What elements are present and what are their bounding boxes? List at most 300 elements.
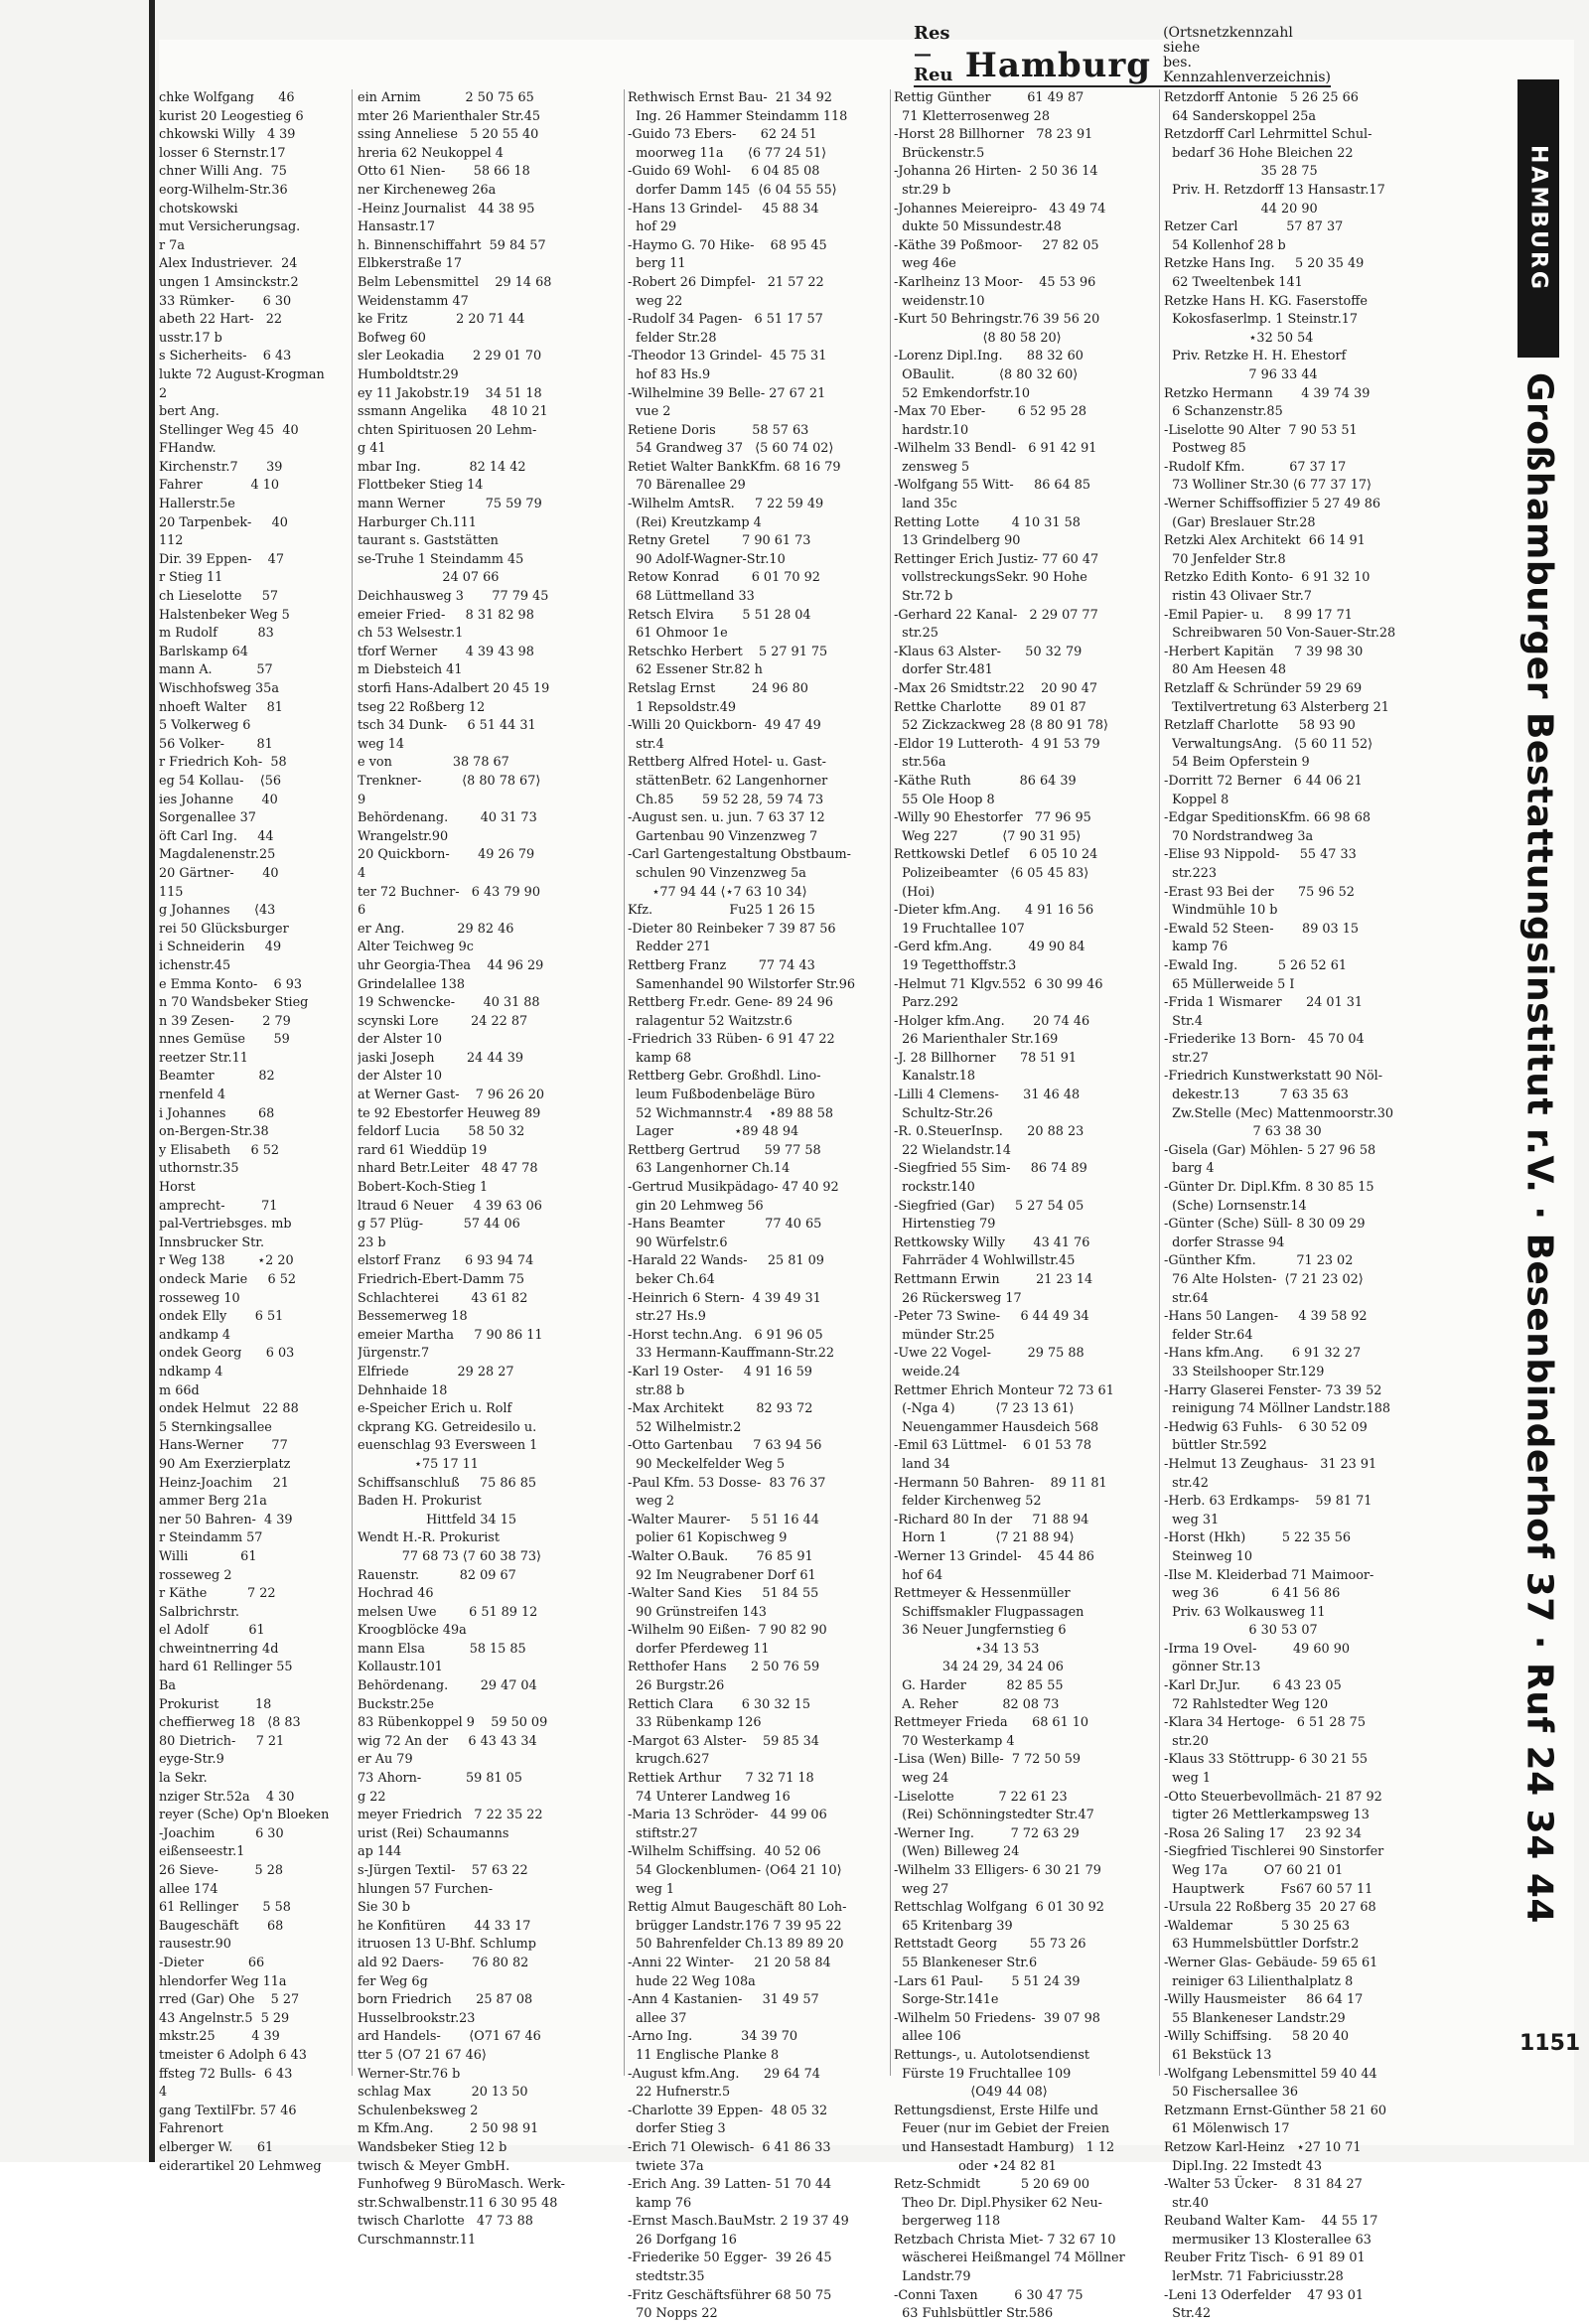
directory-entry-line: euenschlag 93 Eversween 1 xyxy=(358,1438,538,1454)
directory-entry-line: -Arno Ing. 34 39 70 xyxy=(628,2029,798,2045)
directory-entry-line: Kollaustr.101 xyxy=(358,1660,443,1675)
directory-entry-line: te 92 Ebestorfer Heuweg 89 xyxy=(358,1105,541,1121)
directory-entry-line: Deichhausweg 3 77 79 45 xyxy=(358,589,549,605)
directory-entry-line: 33 Rümker- 6 30 xyxy=(159,293,292,309)
directory-entry-line: -Rudolf Kfm. 67 37 17 xyxy=(1164,459,1347,475)
directory-entry-line: FHandw. xyxy=(159,441,217,457)
directory-entry-line: Str.42 xyxy=(1164,2306,1212,2322)
directory-entry-line: oder ⋆24 82 81 xyxy=(894,2158,1057,2174)
directory-entry-line: Reuband Walter Kam- 44 55 17 xyxy=(1164,2214,1378,2230)
directory-entry-line: 74 Unterer Landweg 16 xyxy=(628,1789,791,1805)
directory-entry-line: allee 174 xyxy=(159,1881,218,1897)
directory-entry-line: Schreibwaren 50 Von-Sauer-Str.28 xyxy=(1164,626,1396,642)
directory-entry-line: eg 54 Kollau- ⟨56 xyxy=(159,773,282,789)
directory-entry-line: g 57 Plüg- 57 44 06 xyxy=(358,1217,520,1233)
directory-entry-line: ffsteg 72 Bulls- 6 43 xyxy=(159,2066,293,2082)
directory-entry-line: 55 Ole Hoop 8 xyxy=(894,792,995,807)
directory-entry-line: 90 Meckelfelder Weg 5 xyxy=(628,1456,786,1472)
directory-entry-line: -Willi 20 Quickborn- 49 47 49 xyxy=(628,718,821,734)
directory-entry-line: -Richard 80 In der 71 88 94 xyxy=(894,1512,1089,1527)
directory-entry-line: -Hermann 50 Bahren- 89 11 81 xyxy=(894,1475,1107,1491)
directory-entry-line: elstorf Franz 6 93 94 74 xyxy=(358,1253,534,1269)
directory-entry-line: Alex Industriever. 24 xyxy=(159,256,298,272)
directory-entry-line: melsen Uwe 6 51 89 12 xyxy=(358,1604,538,1620)
directory-entry-line: 26 Marienthaler Str.169 xyxy=(894,1032,1059,1048)
directory-entry-line: kamp 76 xyxy=(628,2195,692,2211)
directory-entry-line: allee 106 xyxy=(894,2029,961,2045)
directory-entry-line: -Helmut 13 Zeughaus- 31 23 91 xyxy=(1164,1456,1377,1472)
directory-entry-line: 13 Grindelberg 90 xyxy=(894,533,1021,549)
directory-entry-line: ungen 1 Amsinckstr.2 xyxy=(159,274,299,290)
directory-entry-line: ke Fritz 2 20 71 44 xyxy=(358,312,525,328)
directory-entry-line: krugch.627 xyxy=(628,1752,710,1768)
directory-entry-line: Weg 227 ⟨7 90 31 95⟩ xyxy=(894,828,1082,844)
directory-entry-line: der Alster 10 xyxy=(358,1069,443,1085)
directory-entry-line: hlendorfer Weg 11a xyxy=(159,1973,287,1989)
directory-entry-line: Husselbrookstr.23 xyxy=(358,2010,476,2026)
directory-entry-line: Retiene Doris 58 57 63 xyxy=(628,422,809,438)
directory-entry-line: Ba xyxy=(159,1678,177,1694)
directory-entry-line: scynski Lore 24 22 87 xyxy=(358,1013,528,1029)
directory-entry-line: Schiffsmakler Flugpassagen xyxy=(894,1604,1084,1620)
directory-entry-line: ondeck Marie 6 52 xyxy=(159,1272,297,1287)
directory-entry-line: felder Str.64 xyxy=(1164,1327,1253,1343)
directory-entry-line: 70 Bärenallee 29 xyxy=(628,478,746,494)
directory-entry-line: -Hans 50 Langen- 4 39 58 92 xyxy=(1164,1309,1368,1325)
directory-entry-line: fer Weg 6g xyxy=(358,1973,428,1989)
directory-entry-line: Retzlaff Charlotte 58 93 90 xyxy=(1164,718,1356,734)
directory-entry-line: 33 Hermann-Kauffmann-Str.22 xyxy=(628,1346,834,1362)
directory-entry-line: weg 22 xyxy=(628,293,683,309)
directory-entry-line: amprecht- 71 xyxy=(159,1198,278,1214)
directory-entry-line: 90 Würfelstr.6 xyxy=(628,1235,728,1250)
directory-entry-line: Brückenstr.5 xyxy=(894,145,985,161)
directory-entry-line: Rettberg Gebr. Großhdl. Lino- xyxy=(628,1069,821,1085)
directory-entry-line: -Helmut 71 Klgv.552 6 30 99 46 xyxy=(894,976,1103,992)
directory-entry-line: Hittfeld 34 15 xyxy=(358,1512,516,1527)
directory-entry-line: str.27 Hs.9 xyxy=(628,1309,706,1325)
directory-entry-line: Hirtenstieg 79 xyxy=(894,1217,996,1233)
directory-entry-line: losser 6 Sternstr.17 xyxy=(159,145,286,161)
directory-entry-line: Retting Lotte 4 10 31 58 xyxy=(894,514,1081,530)
header-city: Hamburg xyxy=(964,46,1152,85)
directory-entry-line: -Willy Schiffsing. 58 20 40 xyxy=(1164,2029,1349,2045)
directory-entry-line: 20 Tarpenbek- 40 xyxy=(159,514,288,530)
directory-entry-line: Rettmeyer & Hessenmüller xyxy=(894,1586,1071,1602)
directory-entry-line: Retzko Hermann 4 39 74 39 xyxy=(1164,385,1371,401)
directory-entry-line: Rettberg Fr.edr. Gene- 89 24 96 xyxy=(628,995,833,1011)
side-advertisement-text: Großhamburger Bestattungsinstitut r.V. · Besenbinderhof 37 · Ruf 24 34 44 xyxy=(1518,372,1560,1924)
directory-entry-line: str.42 xyxy=(1164,1475,1209,1491)
directory-entry-line: gönner Str.13 xyxy=(1164,1660,1261,1675)
directory-entry-line: -Heinrich 6 Stern- 4 39 49 31 xyxy=(628,1290,821,1306)
directory-entry-line: g Johannes ⟨43 xyxy=(159,903,276,919)
directory-entry-line: n 70 Wandsbeker Stieg xyxy=(159,995,309,1011)
column-divider xyxy=(624,89,625,2076)
directory-entry-line: -Karlheinz 13 Moor- 45 53 96 xyxy=(894,274,1096,290)
directory-entry-line: Retzki Alex Architekt 66 14 91 xyxy=(1164,533,1366,549)
directory-entry-line: ies Johanne 40 xyxy=(159,792,278,807)
directory-entry-line: -Ewald 52 Steen- 89 03 15 xyxy=(1164,921,1360,937)
directory-entry-line: 73 Wolliner Str.30 ⟨6 77 37 17⟩ xyxy=(1164,478,1372,494)
directory-entry-line: Wandsbeker Stieg 12 b xyxy=(358,2139,507,2155)
directory-entry-line: str.223 xyxy=(1164,865,1218,881)
directory-entry-line: -Margot 63 Alster- 59 85 34 xyxy=(628,1733,819,1749)
directory-entry-line: 55 Blankeneser Landstr.29 xyxy=(1164,2010,1346,2026)
directory-entry-line: Retzke Hans H. KG. Faserstoffe xyxy=(1164,293,1368,309)
directory-entry-line: chten Spirituosen 20 Lehm- xyxy=(358,422,537,438)
directory-entry-line: Elfriede 29 28 27 xyxy=(358,1364,514,1380)
directory-entry-line: Fahrer 4 10 xyxy=(159,478,279,494)
directory-entry-line: -Emil 63 Lüttmel- 6 01 53 78 xyxy=(894,1438,1092,1454)
directory-entry-line: öft Carl Ing. 44 xyxy=(159,828,274,844)
directory-entry-line: andkamp 4 xyxy=(159,1327,230,1343)
directory-entry-line: on-Bergen-Str.38 xyxy=(159,1124,269,1140)
directory-entry-line: ⋆77 94 44 ⟨⋆7 63 10 34⟩ xyxy=(628,884,807,900)
directory-entry-line: -Uwe 22 Vogel- 29 75 88 xyxy=(894,1346,1084,1362)
directory-entry-line: mann Elsa 58 15 85 xyxy=(358,1641,526,1657)
directory-entry-line: Rettkowski Detlef 6 05 10 24 xyxy=(894,847,1098,863)
directory-entry-line: Hans-Werner 77 xyxy=(159,1438,288,1454)
directory-entry-line: Retzke Hans Ing. 5 20 35 49 xyxy=(1164,256,1365,272)
directory-entry-line: -Peter 73 Swine- 6 44 49 34 xyxy=(894,1309,1089,1325)
directory-entry-line: Willi 61 xyxy=(159,1548,257,1564)
directory-entry-line: Postweg 85 xyxy=(1164,441,1246,457)
directory-entry-line: -Emil Papier- u. 8 99 17 71 xyxy=(1164,607,1353,623)
directory-entry-line: Salbrichrstr. xyxy=(159,1604,239,1620)
directory-entry-line: -Dieter 66 xyxy=(159,1955,265,1970)
directory-entry-line: -Käthe Ruth 86 64 39 xyxy=(894,773,1077,789)
directory-entry-line: ndkamp 4 xyxy=(159,1364,223,1380)
directory-entry-line: Textilvertretung 63 Alsterberg 21 xyxy=(1164,699,1389,715)
directory-entry-line: Schlachterei 43 61 82 xyxy=(358,1290,528,1306)
directory-entry-line: 43 Angelnstr.5 5 29 xyxy=(159,2010,290,2026)
directory-entry-line: Priv. H. Retzdorff 13 Hansastr.17 xyxy=(1164,182,1385,198)
directory-entry-line: Bessemerweg 18 xyxy=(358,1309,468,1325)
directory-entry-line: at Werner Gast- 7 96 26 20 xyxy=(358,1088,544,1103)
directory-entry-line: str.29 b xyxy=(894,182,951,198)
directory-entry-line: 52 Emkendorfstr.10 xyxy=(894,385,1031,401)
directory-entry-line: 61 Ohmoor 1e xyxy=(628,626,728,642)
directory-entry-line: -Ewald Ing. 5 26 52 61 xyxy=(1164,957,1348,973)
directory-entry-line: 54 Beim Opferstein 9 xyxy=(1164,755,1310,771)
directory-entry-line: mbar Ing. 82 14 42 xyxy=(358,459,526,475)
directory-entry-line: -Hans 13 Grindel- 45 88 34 xyxy=(628,201,819,217)
directory-entry-line: 7 96 33 44 xyxy=(1164,366,1318,382)
directory-entry-line: schulen 90 Vinzenzweg 5a xyxy=(628,865,806,881)
directory-entry-line: (Rei) Schönningstedter Str.47 xyxy=(894,1808,1094,1823)
directory-entry-line: Rettke Charlotte 89 01 87 xyxy=(894,699,1086,715)
directory-entry-line: ssmann Angelika 48 10 21 xyxy=(358,404,548,420)
directory-entry-line: Rettig Günther 61 49 87 xyxy=(894,90,1084,105)
directory-entry-line: -Lilli 4 Clemens- 31 46 48 xyxy=(894,1088,1081,1103)
directory-entry-line: chner Willi Ang. 75 xyxy=(159,164,287,180)
directory-entry-line: 56 Volker- 81 xyxy=(159,736,273,752)
directory-entry-line: -Charlotte 39 Eppen- 48 05 32 xyxy=(628,2103,828,2118)
directory-entry-line: 71 Kletterrosenweg 28 xyxy=(894,108,1050,124)
book-gutter xyxy=(149,0,155,2162)
directory-entry-line: 22 Hufnerstr.5 xyxy=(628,2085,731,2101)
directory-entry-line: G. Harder 82 85 55 xyxy=(894,1678,1064,1694)
directory-entry-line: Hallerstr.5e xyxy=(159,497,235,512)
directory-entry-line: Friedrich-Ebert-Damm 75 xyxy=(358,1272,524,1287)
directory-entry-line: Beamter 82 xyxy=(159,1069,275,1085)
directory-entry-line: -Wilhelm Schiffsing. 40 52 06 xyxy=(628,1844,821,1860)
directory-entry-line: -Liselotte 7 22 61 23 xyxy=(894,1789,1068,1805)
directory-entry-line: -Walter 53 Ücker- 8 31 84 27 xyxy=(1164,2177,1363,2193)
directory-entry-line: m Diebsteich 41 xyxy=(358,662,463,678)
directory-entry-line: -Hedwig 63 Fuhls- 6 30 52 09 xyxy=(1164,1419,1368,1435)
directory-entry-line: g 22 xyxy=(358,1789,386,1805)
directory-entry-line: ammer Berg 21a xyxy=(159,1494,267,1510)
directory-entry-line: 54 Glockenblumen- ⟨O64 21 10⟩ xyxy=(628,1863,842,1878)
directory-entry-line: hardstr.10 xyxy=(894,422,969,438)
directory-entry-line: r Weg 138 ⋆2 20 xyxy=(159,1253,294,1269)
directory-entry-line: reyer (Sche) Op'n Bloeken xyxy=(159,1808,330,1823)
column-divider xyxy=(890,89,891,2076)
directory-entry-line: -Dorritt 72 Berner 6 44 06 21 xyxy=(1164,773,1363,789)
directory-entry-line: -Herb. 63 Erdkamps- 59 81 71 xyxy=(1164,1494,1372,1510)
directory-entry-line: Funhofweg 9 BüroMasch. Werk- xyxy=(358,2177,566,2193)
directory-entry-line: nhoeft Walter 81 xyxy=(159,699,283,715)
directory-entry-line: 63 Hummelsbüttler Dorfstr.2 xyxy=(1164,1937,1360,1953)
directory-entry-line: dekestr.13 7 63 35 63 xyxy=(1164,1088,1349,1103)
directory-entry-line: -Horst techn.Ang. 6 91 96 05 xyxy=(628,1327,823,1343)
directory-entry-line: 19 Schwencke- 40 31 88 xyxy=(358,995,540,1011)
directory-entry-line: -Wilhelm 50 Friedens- 39 07 98 xyxy=(894,2010,1100,2026)
directory-entry-line: eißenseestr.1 xyxy=(159,1844,245,1860)
column-divider xyxy=(1159,89,1160,2076)
directory-entry-line: Weg 17a O7 60 21 01 xyxy=(1164,1863,1344,1878)
directory-entry-line: Behördenang. 40 31 73 xyxy=(358,810,537,826)
directory-entry-line: usstr.17 b xyxy=(159,330,222,346)
directory-entry-line: Retslag Ernst 24 96 80 xyxy=(628,681,808,696)
directory-entry-line: 7 63 38 30 xyxy=(1164,1124,1322,1140)
directory-entry-line: mann A. 57 xyxy=(159,662,273,678)
directory-entry-line: Str.72 b xyxy=(894,589,953,605)
directory-entry-line: 33 Rübenkamp 126 xyxy=(628,1715,762,1731)
directory-entry-line: 54 Kollenhof 28 b xyxy=(1164,237,1286,253)
directory-entry-line: rockstr.140 xyxy=(894,1180,975,1196)
directory-entry-line: -Friederike 13 Born- 45 70 04 xyxy=(1164,1032,1365,1048)
running-header xyxy=(914,23,1332,87)
directory-entry-line: (Sche) Lornsenstr.14 xyxy=(1164,1198,1307,1214)
directory-entry-line: Feuer (nur im Gebiet der Freien xyxy=(894,2121,1110,2137)
directory-entry-line: wig 72 An der 6 43 43 34 xyxy=(358,1733,537,1749)
directory-entry-line: -Karl Dr.Jur. 6 43 23 05 xyxy=(1164,1678,1342,1694)
directory-entry-line: Rettkowsky Willy 43 41 76 xyxy=(894,1235,1090,1250)
directory-entry-line: Rauenstr. 82 09 67 xyxy=(358,1567,516,1583)
directory-entry-line: str.25 xyxy=(894,626,939,642)
directory-entry-line: -August sen. u. jun. 7 63 37 12 xyxy=(628,810,825,826)
directory-entry-line: -Kurt 50 Behringstr.76 39 56 20 xyxy=(894,312,1100,328)
directory-entry-line: weg 1 xyxy=(628,1881,675,1897)
directory-entry-line: -Haymo G. 70 Hike- 68 95 45 xyxy=(628,237,827,253)
directory-entry-line: ard Handels- ⟨O71 67 46 xyxy=(358,2029,541,2045)
directory-entry-line: -August kfm.Ang. 29 64 74 xyxy=(628,2066,820,2082)
directory-entry-line: Retzdorff Antonie 5 26 25 66 xyxy=(1164,90,1359,105)
directory-entry-line: Rettmann Erwin 21 23 14 xyxy=(894,1272,1093,1287)
directory-entry-line: weidenstr.10 xyxy=(894,293,985,309)
directory-entry-line: Retzer Carl 57 87 37 xyxy=(1164,219,1344,235)
directory-entry-line: 22 Wielandstr.14 xyxy=(894,1142,1012,1158)
directory-entry-line: Schultz-Str.26 xyxy=(894,1105,993,1121)
directory-entry-line: Rettiek Arthur 7 32 71 18 xyxy=(628,1771,814,1787)
directory-entry-line: -Edgar SpeditionsKfm. 66 98 68 xyxy=(1164,810,1371,826)
directory-entry-line: hof 29 xyxy=(628,219,677,235)
directory-entry-line: 55 Blankeneser Str.6 xyxy=(894,1955,1038,1970)
directory-entry-line: 6 xyxy=(358,903,366,919)
directory-entry-line: 63 Fuhlsbüttler Str.586 xyxy=(894,2306,1054,2322)
directory-entry-line: vue 2 xyxy=(628,404,671,420)
directory-entry-line: büttler Str.592 xyxy=(1164,1438,1267,1454)
directory-entry-line: Prokurist 18 xyxy=(159,1696,272,1712)
directory-entry-line: Retzlaff & Schründer 59 29 69 xyxy=(1164,681,1363,696)
directory-entry-line: 20 Gärtner- 40 xyxy=(159,865,279,881)
directory-entry-line: Innsbrucker Str. xyxy=(159,1235,265,1250)
directory-entry-line: Retzmann Ernst-Günther 58 21 60 xyxy=(1164,2103,1386,2118)
directory-entry-line: -Horst 28 Billhorner 78 23 91 xyxy=(894,127,1093,143)
directory-entry-line: ter 72 Buchner- 6 43 79 90 xyxy=(358,884,540,900)
directory-entry-line: -Wilhelm AmtsR. 7 22 59 49 xyxy=(628,497,824,512)
directory-entry-line: -Johannes Meiereipro- 43 49 74 xyxy=(894,201,1106,217)
directory-entry-line: Sorgenallee 37 xyxy=(159,810,256,826)
directory-entry-line: -Holger kfm.Ang. 20 74 46 xyxy=(894,1013,1090,1029)
directory-entry-line: 70 Nordstrandweg 3a xyxy=(1164,828,1314,844)
directory-entry-line: Horn 1 ⟨7 21 88 94⟩ xyxy=(894,1530,1075,1546)
directory-entry-line: -Walter Maurer- 5 51 16 44 xyxy=(628,1512,819,1527)
directory-entry-line: 61 Mölenwisch 17 xyxy=(1164,2121,1290,2137)
directory-entry-line: -Robert 26 Dimpfel- 21 57 22 xyxy=(628,274,824,290)
directory-entry-line: hude 22 Weg 108a xyxy=(628,1973,756,1989)
directory-entry-line: (-Nga 4) ⟨7 23 13 61⟩ xyxy=(894,1401,1075,1417)
directory-entry-line: s Sicherheits- 6 43 xyxy=(159,349,292,364)
directory-entry-line: weide.24 xyxy=(894,1364,960,1380)
directory-entry-line: nziger Str.52a 4 30 xyxy=(159,1789,295,1805)
directory-entry-line: s-Jürgen Textil- 57 63 22 xyxy=(358,1863,528,1878)
directory-entry-line: dorfer Pferdeweg 11 xyxy=(628,1641,770,1657)
directory-entry-line: -Siegfried Tischlerei 90 Sinstorfer xyxy=(1164,1844,1384,1860)
directory-entry-line: rard 61 Wieddüp 19 xyxy=(358,1142,488,1158)
directory-entry-line: -Wilhelm 90 Eißen- 7 90 82 90 xyxy=(628,1623,827,1639)
directory-entry-line: ch 53 Welsestr.1 xyxy=(358,626,464,642)
directory-entry-line: born Friedrich 25 87 08 xyxy=(358,1992,533,2008)
directory-entry-line: 9 xyxy=(358,792,366,807)
directory-entry-line: mter 26 Marienthaler Str.45 xyxy=(358,108,540,124)
directory-entry-line: dorfer Strasse 94 xyxy=(1164,1235,1285,1250)
directory-entry-line: Wrangelstr.90 xyxy=(358,828,449,844)
directory-entry-line: -Wilhelmine 39 Belle- 27 67 21 xyxy=(628,385,826,401)
directory-entry-line: bergerweg 118 xyxy=(894,2214,1001,2230)
directory-entry-line: Jürgenstr.7 xyxy=(358,1346,430,1362)
directory-entry-line: 36 Neuer Jungfernstieg 6 xyxy=(894,1623,1067,1639)
directory-entry-line: Rettstadt Georg 55 73 26 xyxy=(894,1937,1086,1953)
directory-entry-line: (Wen) Billeweg 24 xyxy=(894,1844,1020,1860)
directory-entry-line: Ch.85 59 52 28, 59 74 73 xyxy=(628,792,824,807)
directory-entry-line: m Rudolf 83 xyxy=(159,626,274,642)
directory-entry-line: weg 36 6 41 56 86 xyxy=(1164,1586,1341,1602)
directory-entry-line: str.40 xyxy=(1164,2195,1209,2211)
directory-entry-line: ein Arnim 2 50 75 65 xyxy=(358,90,534,105)
directory-entry-line: Kfz. Fu25 1 26 15 xyxy=(628,903,815,919)
directory-entry-line: ey 11 Jakobstr.19 34 51 18 xyxy=(358,385,542,401)
directory-entry-line: zensweg 5 xyxy=(894,459,970,475)
directory-entry-line: stiftstr.27 xyxy=(628,1825,698,1841)
directory-entry-line: reinigung 74 Möllner Landstr.188 xyxy=(1164,1401,1391,1417)
directory-entry-line: -Otto Steuerbevollmäch- 21 87 92 xyxy=(1164,1789,1382,1805)
directory-entry-line: m 66d xyxy=(159,1382,200,1398)
directory-entry-line: Horst xyxy=(159,1180,196,1196)
directory-entry-line: eyge-Str.9 xyxy=(159,1752,224,1768)
directory-entry-line: Gartenbau 90 Vinzenzweg 7 xyxy=(628,828,818,844)
directory-entry-line: rausestr.90 xyxy=(159,1937,231,1953)
directory-entry-line: 76 Alte Holsten- ⟨7 21 23 02⟩ xyxy=(1164,1272,1364,1287)
directory-entry-line: -Friedrich 33 Rüben- 6 91 47 22 xyxy=(628,1032,835,1048)
directory-entry-line: 50 Fischersallee 36 xyxy=(1164,2085,1299,2101)
directory-entry-line: -Willy Hausmeister 86 64 17 xyxy=(1164,1992,1364,2008)
directory-entry-line: land 34 xyxy=(894,1456,950,1472)
directory-entry-line: Retzko Edith Konto- 6 91 32 10 xyxy=(1164,570,1371,586)
directory-entry-line: tter 5 ⟨O7 21 67 46⟩ xyxy=(358,2047,487,2063)
directory-entry-line: -Wilhelm 33 Bendl- 6 91 42 91 xyxy=(894,441,1097,457)
directory-entry-line: tsch 34 Dunk- 6 51 44 31 xyxy=(358,718,536,734)
directory-entry-line: -Klaus 63 Alster- 50 32 79 xyxy=(894,644,1083,659)
directory-entry-line: -Max 26 Smidtstr.22 20 90 47 xyxy=(894,681,1098,696)
directory-entry-line: Retschko Herbert 5 27 91 75 xyxy=(628,644,828,659)
directory-entry-line: uhr Georgia-Thea 44 96 29 xyxy=(358,957,544,973)
directory-entry-line: 19 Tegetthoffstr.3 xyxy=(894,957,1017,973)
directory-entry-line: -Maria 13 Schröder- 44 99 06 xyxy=(628,1808,827,1823)
directory-entry-line: ap 144 xyxy=(358,1844,402,1860)
directory-entry-line: Fahrenort xyxy=(159,2121,223,2137)
directory-entry-line: Halstenbeker Weg 5 xyxy=(159,607,290,623)
directory-entry-line: Rettmer Ehrich Monteur 72 73 61 xyxy=(894,1382,1114,1398)
directory-entry-line: -Dieter kfm.Ang. 4 91 16 56 xyxy=(894,903,1094,919)
directory-entry-line: hard 61 Rellinger 55 xyxy=(159,1660,293,1675)
directory-entry-line: Rettig Almut Baugeschäft 80 Loh- xyxy=(628,1900,847,1916)
directory-entry-line: Rettmeyer Frieda 68 61 10 xyxy=(894,1715,1089,1731)
directory-entry-line: kamp 76 xyxy=(1164,940,1228,955)
directory-entry-line: tseg 22 Roßberg 12 xyxy=(358,699,486,715)
directory-entry-line: -Lisa (Wen) Bille- 7 72 50 59 xyxy=(894,1752,1082,1768)
directory-entry-line: -Max 70 Eber- 6 52 95 28 xyxy=(894,404,1086,420)
directory-entry-line: dorfer Stieg 3 xyxy=(628,2121,726,2137)
directory-entry-line: Priv. 63 Wolkausweg 11 xyxy=(1164,1604,1326,1620)
directory-entry-line: Str.4 xyxy=(1164,1013,1203,1029)
directory-entry-line: elberger W. 61 xyxy=(159,2139,274,2155)
directory-entry-line: ichenstr.45 xyxy=(159,957,231,973)
directory-entry-line: felder Str.28 xyxy=(628,330,717,346)
directory-entry-line: ⟨8 80 58 20⟩ xyxy=(894,330,1062,346)
directory-entry-line: moorweg 11a ⟨6 77 24 51⟩ xyxy=(628,145,827,161)
directory-entry-line: weg 31 xyxy=(1164,1512,1220,1527)
directory-entry-line: -Leni 13 Oderfelder 47 93 01 xyxy=(1164,2287,1365,2303)
directory-entry-line: kurist 20 Leogestieg 6 xyxy=(159,108,304,124)
directory-entry-line: leum Fußbodenbeläge Büro xyxy=(628,1088,815,1103)
directory-entry-line: 62 Tweeltenbek 141 xyxy=(1164,274,1303,290)
directory-entry-line: 90 Adolf-Wagner-Str.10 xyxy=(628,551,786,567)
directory-entry-line: r Steindamm 57 xyxy=(159,1530,263,1546)
directory-entry-line: barg 4 xyxy=(1164,1161,1215,1177)
directory-entry-line: -Rudolf 34 Pagen- 6 51 17 57 xyxy=(628,312,823,328)
directory-entry-line: Rettich Clara 6 30 32 15 xyxy=(628,1696,810,1712)
directory-entry-line: -Siegfried (Gar) 5 27 54 05 xyxy=(894,1198,1084,1214)
directory-entry-line: 73 Ahorn- 59 81 05 xyxy=(358,1771,522,1787)
directory-entry-line: ckprang KG. Getreidesilo u. xyxy=(358,1419,537,1435)
directory-entry-line: 70 Nopps 22 xyxy=(628,2306,718,2322)
directory-entry-line: chotskowski xyxy=(159,201,238,217)
directory-entry-line: (Gar) Breslauer Str.28 xyxy=(1164,514,1316,530)
